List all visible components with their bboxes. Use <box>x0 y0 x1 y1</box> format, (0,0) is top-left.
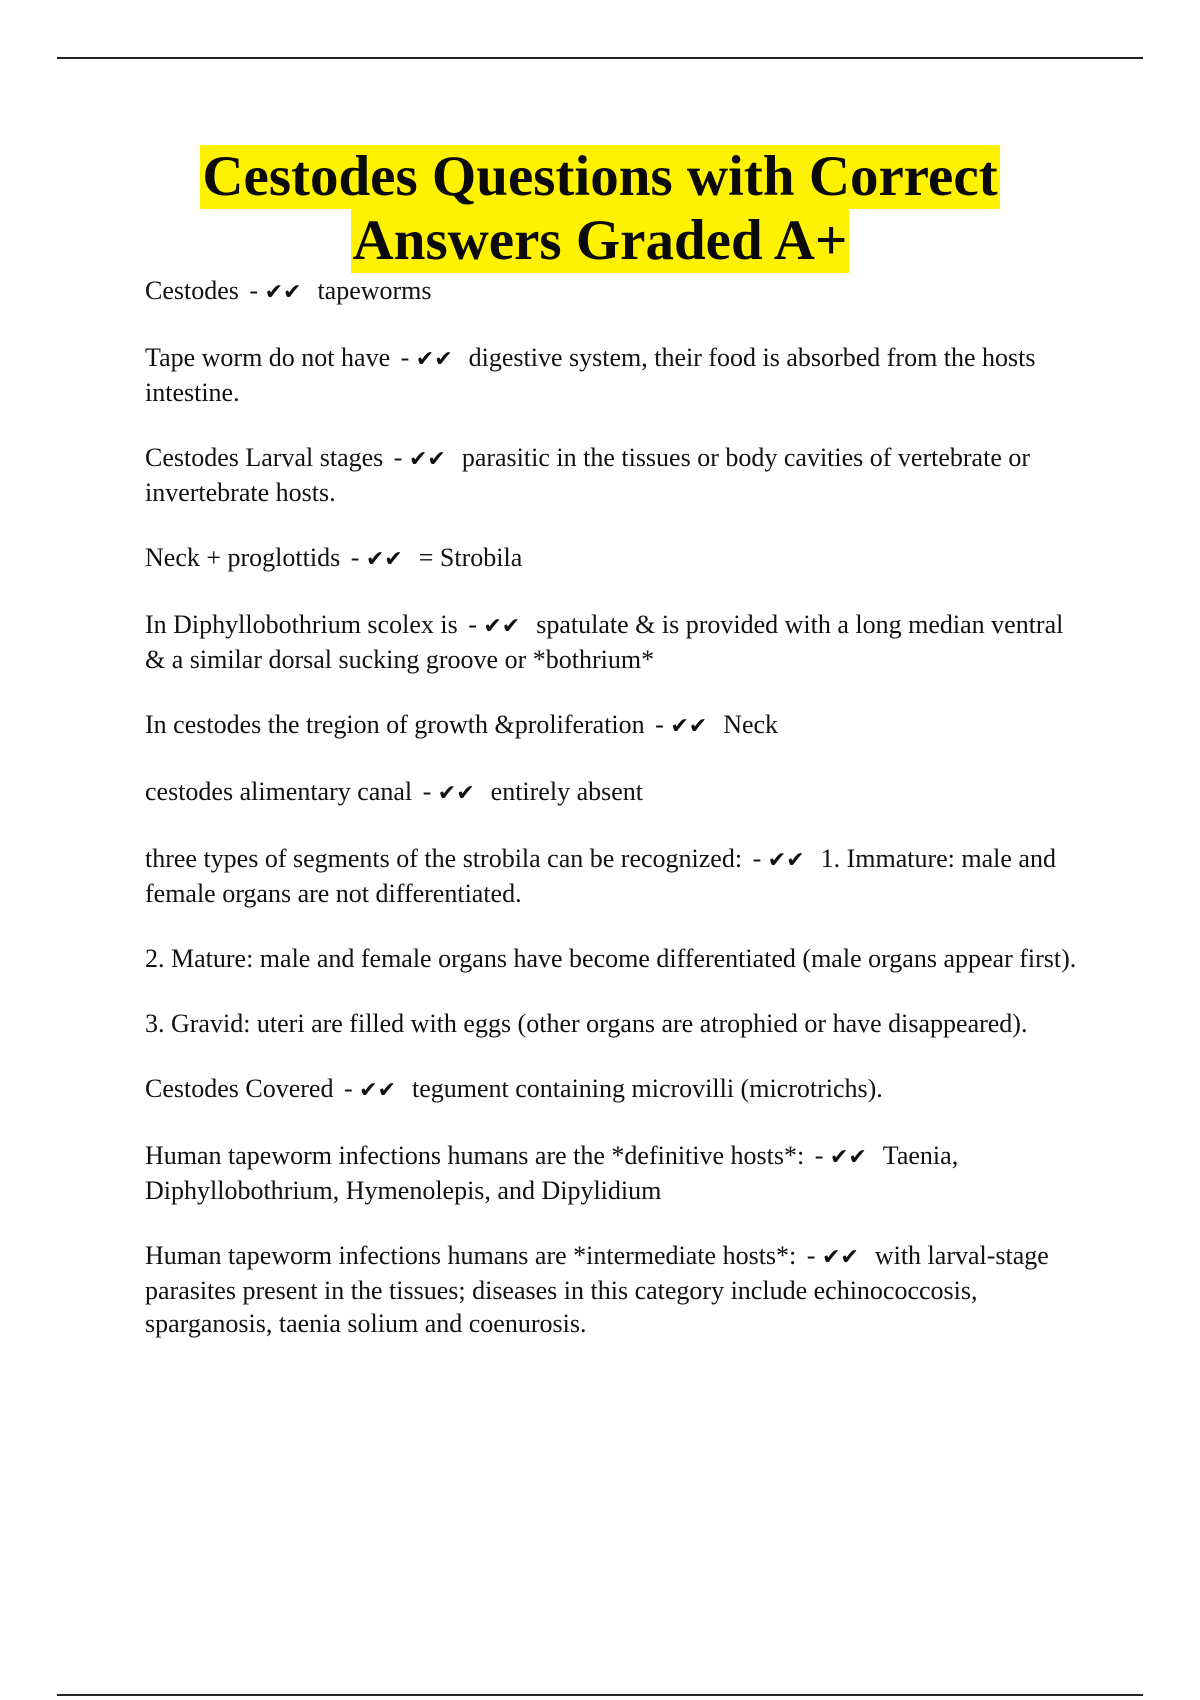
separator: - <box>752 844 762 873</box>
question: Cestodes Covered <box>145 1074 334 1103</box>
double-check-icon: ✔✔ <box>437 781 475 806</box>
document-body <box>145 274 1090 1372</box>
answer: with larval-stage parasites present in the tissues; diseases in this category include echinococcosis, sparganosis, taenia solium and coenurosis. <box>145 1241 1049 1338</box>
qa-item <box>145 341 1090 409</box>
qa-item <box>145 1072 1090 1107</box>
document-title <box>0 145 1200 273</box>
answer: spatulate & is provided with a long median ventral & a similar dorsal sucking groove or *bothrium* <box>145 610 1064 674</box>
qa-item <box>145 274 1090 309</box>
top-rule <box>57 57 1143 59</box>
separator: - <box>393 443 403 472</box>
double-check-icon: ✔✔ <box>365 547 403 572</box>
question: cestodes alimentary canal <box>145 777 413 806</box>
separator: - <box>249 276 259 305</box>
question: In cestodes the tregion of growth &proliferation <box>145 710 645 739</box>
double-check-icon: ✔✔ <box>483 614 521 639</box>
question: Neck + proglottids <box>145 543 341 572</box>
double-check-icon: ✔✔ <box>829 1145 867 1170</box>
separator: - <box>655 710 664 739</box>
separator: - <box>422 777 432 806</box>
question: In Diphyllobothrium scolex is <box>145 610 458 639</box>
separator: - <box>806 1241 816 1270</box>
question: Tape worm do not have <box>145 343 391 372</box>
qa-item <box>145 1239 1090 1340</box>
answer-continuation: 2. Mature: male and female organs have become differentiated (male organs appear first). <box>145 944 1077 973</box>
qa-item <box>145 1139 1090 1207</box>
qa-item <box>145 608 1090 676</box>
double-check-icon: ✔✔ <box>264 280 302 305</box>
qa-item <box>145 842 1090 910</box>
separator: - <box>400 343 410 372</box>
question: Human tapeworm infections humans are the *definitive hosts*: <box>145 1141 805 1170</box>
answer: Taenia, Diphyllobothrium, Hymenolepis, and Dipylidium <box>145 1141 959 1205</box>
question: three types of segments of the strobila can be recognized: <box>145 844 743 873</box>
qa-item <box>145 775 1090 810</box>
answer-continuation: 3. Gravid: uteri are filled with eggs (other organs are atrophied or have disappeared). <box>145 1009 1028 1038</box>
answer: tapeworms <box>317 276 432 305</box>
double-check-icon: ✔✔ <box>821 1245 859 1270</box>
double-check-icon: ✔✔ <box>767 848 805 873</box>
answer: Neck <box>723 710 779 739</box>
question: Human tapeworm infections humans are *intermediate hosts*: <box>145 1241 797 1270</box>
answer: 1. Immature: male and female organs are not differentiated. <box>145 844 1056 908</box>
separator: - <box>343 1074 353 1103</box>
answer: tegument containing microvilli (microtrichs). <box>412 1074 883 1103</box>
answer: digestive system, their food is absorbed from the hosts intestine. <box>145 343 1036 407</box>
separator: - <box>468 610 477 639</box>
separator: - <box>350 543 360 572</box>
title-line-2: Answers Graded A+ <box>352 209 848 272</box>
question: Cestodes <box>145 276 239 305</box>
answer: parasitic in the tissues or body cavities of vertebrate or invertebrate hosts. <box>145 443 1031 507</box>
double-check-icon: ✔✔ <box>670 714 708 739</box>
double-check-icon: ✔✔ <box>408 447 446 472</box>
double-check-icon: ✔✔ <box>415 347 453 372</box>
question: Cestodes Larval stages <box>145 443 384 472</box>
double-check-icon: ✔✔ <box>359 1078 397 1103</box>
answer: = Strobila <box>418 543 523 572</box>
qa-item <box>145 441 1090 509</box>
title-line-1: Cestodes Questions with Correct <box>202 145 998 208</box>
answer: entirely absent <box>490 777 643 806</box>
qa-item <box>145 708 1090 743</box>
separator: - <box>814 1141 824 1170</box>
bottom-rule <box>57 1694 1143 1696</box>
qa-item <box>145 541 1090 576</box>
